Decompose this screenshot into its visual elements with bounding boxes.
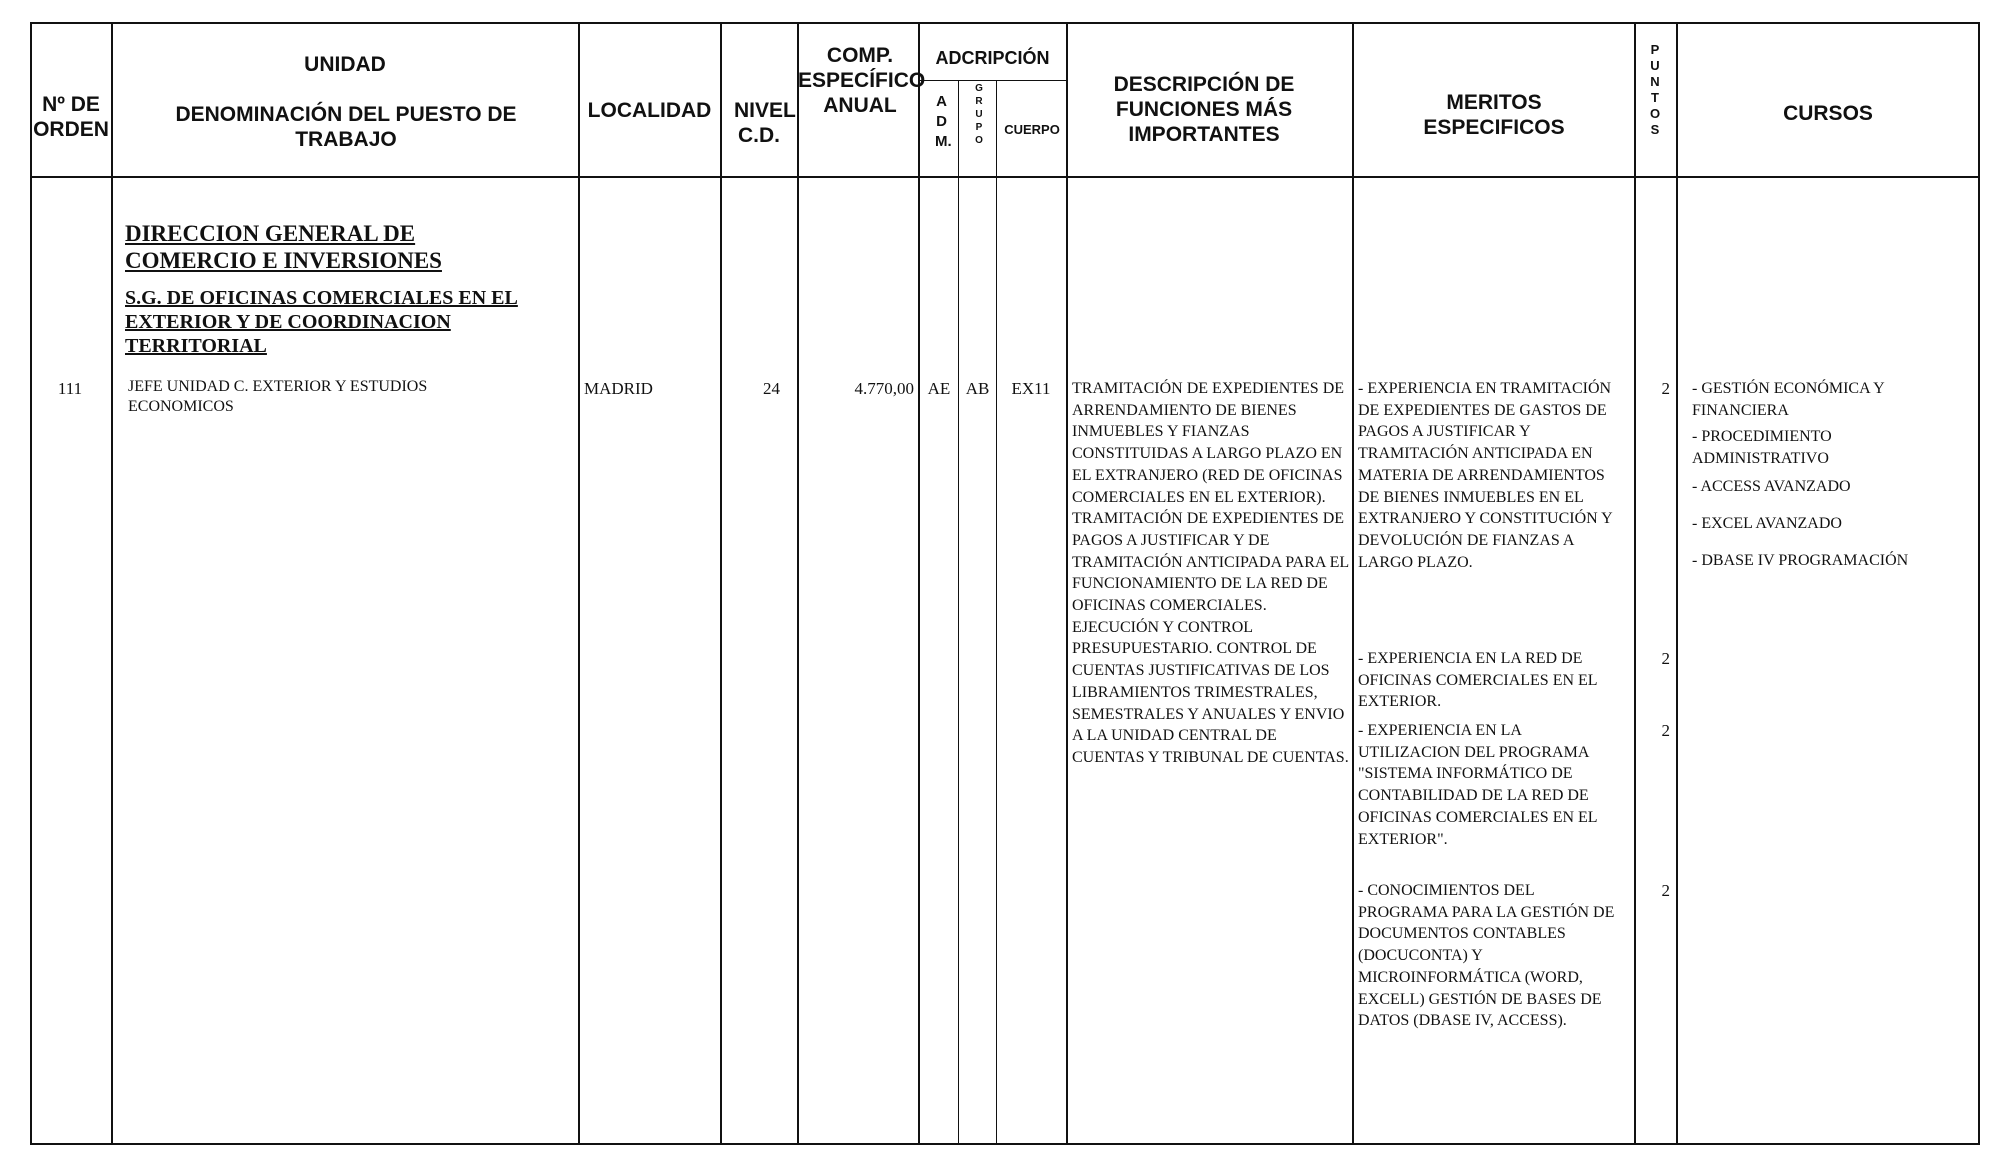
header-nivel: NIVEL C.D. — [734, 99, 796, 147]
table-left-border — [30, 22, 32, 1145]
row-puesto: JEFE UNIDAD C. EXTERIOR Y ESTUDIOS ECONOMICOS — [128, 378, 428, 415]
merito-item: - EXPERIENCIA EN TRAMITACIÓN DE EXPEDIENTES DE GASTOS DE PAGOS A JUSTIFICAR Y TRAMITACIÓN ANTICIPADA EN MATERIA DE ARRENDAMIENTOS DE BIENES INMUEBLES EN EL EXTRANJERO Y CONSTITUCIÓN Y DEVOLUCIÓN DE FIANZAS A LARGO PLAZO. — [1358, 380, 1613, 571]
header-bottom-border — [30, 176, 1980, 178]
header-grupo: G R U P O — [975, 83, 983, 146]
row-adm: AE — [927, 379, 951, 398]
table-bottom-border — [30, 1143, 1980, 1145]
header-meritos: MERITOS ESPECIFICOS — [1423, 91, 1565, 139]
curso-item: - PROCEDIMIENTO ADMINISTRATIVO — [1692, 428, 1832, 467]
header-adscripcion: ADCRIPCIÓN — [935, 48, 1050, 68]
row-orden: 111 — [57, 379, 83, 398]
merito-item: - EXPERIENCIA EN LA UTILIZACION DEL PROGRAMA "SISTEMA INFORMÁTICO DE CONTABILIDAD DE LA RED DE OFICINAS COMERCIALES EN EL EXTERIOR". — [1358, 722, 1597, 848]
merito-item: - CONOCIMIENTOS DEL PROGRAMA PARA LA GESTIÓN DE DOCUMENTOS CONTABLES (DOCUCONTA) Y MICROINFORMÁTICA (WORD, EXCELL) GESTIÓN DE BASES DE DATOS (DBASE IV, ACCESS). — [1358, 882, 1615, 1030]
col-divider-nivel — [797, 22, 799, 1145]
col-divider-cuerpo — [1066, 22, 1068, 1145]
col-divider-puesto — [578, 22, 580, 1145]
puntos-value: 2 — [1661, 721, 1670, 740]
row-nivel: 24 — [763, 379, 780, 398]
row-complemento: 4.770,00 — [854, 379, 914, 398]
table-top-border — [30, 22, 1980, 24]
col-divider-grupo — [996, 80, 997, 1145]
row-grupo: AB — [965, 379, 990, 398]
header-n-orden: Nº DE ORDEN — [33, 93, 109, 141]
row-funciones: TRAMITACIÓN DE EXPEDIENTES DE ARRENDAMIENTO DE BIENES INMUEBLES Y FIANZAS CONSTITUIDAS A LARGO PLAZO EN EL EXTRANJERO (RED DE OFICINAS COMERCIALES EN EL EXTERIOR). TRAMITACIÓN DE EXPEDIENTES DE PAGOS A JUSTIFICAR Y DE TRAMITACIÓN ANTICIPADA PARA EL FUNCIONAMIENTO DE LA RED DE OFICINAS COMERCIALES. EJECUCIÓN Y CONTROL PRESUPUESTARIO. CONTROL DE CUENTAS JUSTIFICATIVAS DE LOS LIBRAMIENTOS TRIMESTRALES, SEMESTRALES Y ANUALES Y ENVIO A LA UNIDAD CENTRAL DE CUENTAS Y TRIBUNAL DE CUENTAS. — [1072, 380, 1349, 766]
puntos-value: 2 — [1661, 881, 1670, 900]
row-localidad: MADRID — [584, 379, 653, 398]
col-divider-puntos — [1676, 22, 1678, 1145]
col-divider-orden — [111, 22, 113, 1145]
curso-item: - EXCEL AVANZADO — [1692, 515, 1842, 532]
merito-item: - EXPERIENCIA EN LA RED DE OFICINAS COMERCIALES EN EL EXTERIOR. — [1358, 650, 1597, 711]
col-divider-complemento — [918, 22, 920, 1145]
curso-item: - GESTIÓN ECONÓMICA Y FINANCIERA — [1692, 380, 1885, 419]
header-denominacion: DENOMINACIÓN DEL PUESTO DE TRABAJO — [175, 103, 517, 151]
table-right-border — [1978, 22, 1980, 1145]
header-adm: A D M. — [935, 93, 952, 150]
header-cuerpo: CUERPO — [1004, 122, 1060, 137]
col-divider-localidad — [720, 22, 722, 1145]
header-puntos: P U N T O S — [1650, 42, 1661, 137]
puntos-value: 2 — [1661, 379, 1670, 398]
col-divider-adm — [958, 80, 959, 1145]
section-direccion: DIRECCION GENERAL DE COMERCIO E INVERSIONES — [125, 221, 442, 273]
header-unidad: UNIDAD — [304, 53, 386, 76]
curso-item: - ACCESS AVANZADO — [1692, 478, 1851, 495]
col-divider-funciones — [1352, 22, 1354, 1145]
header-localidad: LOCALIDAD — [587, 99, 712, 122]
header-descripcion: DESCRIPCIÓN DE FUNCIONES MÁS IMPORTANTES — [1113, 73, 1295, 146]
row-cuerpo: EX11 — [1011, 379, 1051, 398]
section-subdireccion: S.G. DE OFICINAS COMERCIALES EN EL EXTERIOR Y DE COORDINACION TERRITORIAL — [125, 287, 518, 357]
adscripcion-divider — [918, 80, 1066, 81]
header-comp-especifico: COMP. ESPECÍFICO ANUAL — [798, 44, 926, 117]
curso-item: - DBASE IV PROGRAMACIÓN — [1692, 552, 1909, 569]
puntos-value: 2 — [1661, 649, 1670, 668]
header-cursos: CURSOS — [1783, 102, 1873, 125]
col-divider-meritos — [1634, 22, 1636, 1145]
